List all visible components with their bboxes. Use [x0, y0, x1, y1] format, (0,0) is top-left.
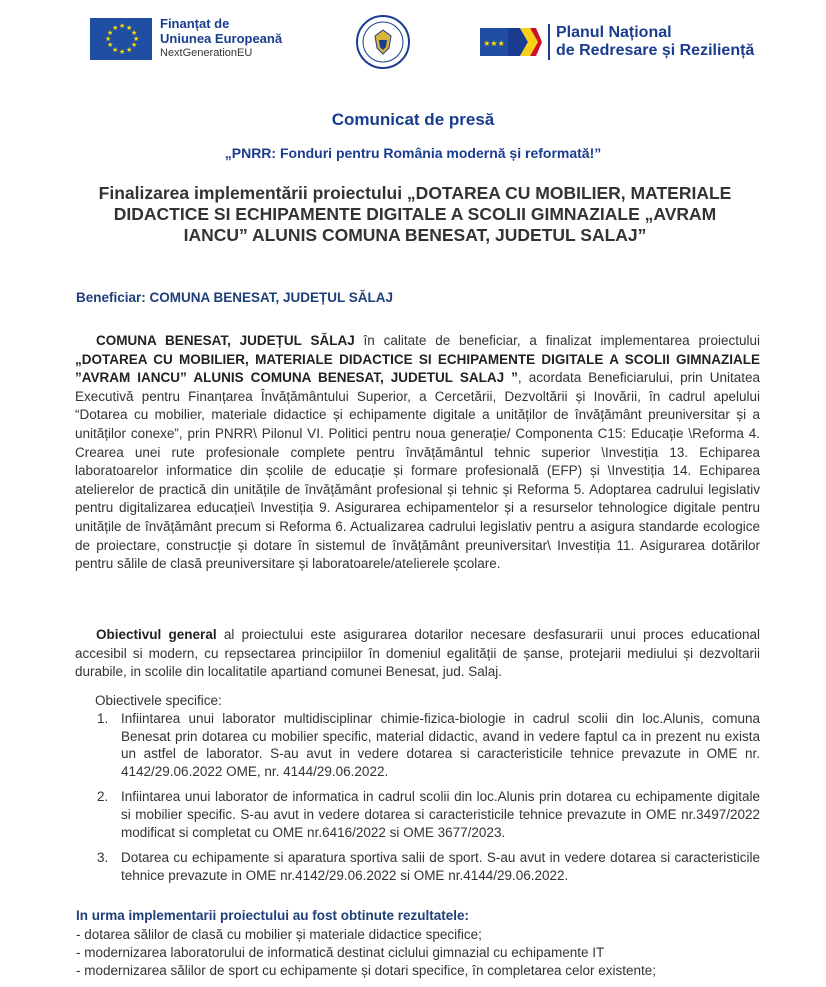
general-objective-text: al proiectului este asigurarea dotarilor necesare desfasurarii unui proces educational accesibil si modern, cu repsectarea principiilor în domeniul egalității de șanse, protejarii mediului și dezvoltarii durabile, in scolile din localitatile apartiand comunei Benesat, jud. Salaj. — [75, 627, 760, 680]
list-item — [95, 849, 760, 884]
specific-objectives-heading: Obiectivele specifice: — [95, 693, 222, 708]
intro-text-b: , acordata Beneficiarului, prin Unitatea Executivă pentru Finanțarea Învățământului Superior, a Cercetării, Dezvoltării și Inovării, în cadrul apelului “Dotarea cu mobilier, materiale didactice și echipamente digitale a unităților de învățământ preuniversitar și a unităților conexe”, prin PNRR\ Pilonul VI. Politici pentru noua generație/ Componenta C15: Educație \Reforma 4. Crearea unei rute profesionale complete pentru învățământul tehnic superior \Investiția 13. Echiparea laboratoarelor informatice din școlile de educație și formare profesională (EFP) și \Investiția 14. Echiparea atelierelor de practică din unitățile de învățământ profesional și tehnic și Reforma 5. Adoptarea cadrului legislativ pentru digitalizarea educației\ Investiția 9. Asigurarea echipamentelor și a resurselor tehnologice digitale pentru unitățile de învățământ precum si Reforma 6. Actualizarea cadrului legislativ pentru a asigura standarde ecologice de proiectare, construcție și dotare în sistemul de învățământ preuniversitar\ Investiția 11. Asigurarea dotărilor pentru sălile de clasă preuniversitare și laboratoarele/atelierele școlare. — [75, 370, 761, 572]
project-title: Finalizarea implementării proiectului „DOTAREA CU MOBILIER, MATERIALE DIDACTICE SI ECHIPAMENTE DIGITALE A SCOLII GIMNAZIALE „AVRAM IANCU” ALUNIS COMUNA BENESAT, JUDETUL SALAJ” — [98, 183, 732, 245]
intro-paragraph — [75, 332, 760, 574]
list-item-number: 2. — [97, 789, 109, 805]
list-item-text: Infiintarea unui laborator de informatica in cadrul scolii din loc.Alunis prin dotarea cu echipamente digitale si mobilier specific. S-au avut in vedere dotarea si caracteristicile tehnice prevazute in OME nr.3497/2022 modificat si completat cu OME nr.6416/2022 si OME 3677/2023. — [121, 789, 760, 840]
list-item-text: Infiintarea unui laborator multidisciplinar chimie-fizica-biologie in cadrul scolii din loc.Alunis, comuna Benesat prin dotarea cu mobilier specific, material didactic, avand in vedere faptul ca in prezent nu exista un astfel de laborator. S-au avut in vedere dotarea si caracteristicile tehnice prevazute in OME nr. 4142/29.06.2022 OME, nr. 4144/29.06.2022. — [121, 711, 760, 779]
intro-text-a: în calitate de beneficiar, a finalizat implementarea proiectului — [354, 333, 760, 348]
list-item-number: 3. — [97, 850, 109, 866]
result-item: - modernizarea laboratorului de informatică destinat ciclului gimnazial cu echipamente IT — [76, 945, 605, 960]
results-heading: In urma implementarii proiectului au fost obtinute rezultatele: — [76, 908, 470, 923]
general-objective-paragraph — [75, 626, 760, 682]
pnrr-logo-line2: de Redresare și Reziliență — [556, 42, 755, 59]
result-item: - dotarea sălilor de clasă cu mobilier și materiale didactice specifice; — [76, 927, 482, 942]
list-item — [95, 710, 760, 780]
eu-logo-line1: Finanțat de — [160, 16, 230, 31]
svg-text:★★★: ★★★ — [483, 39, 505, 48]
result-item: - modernizarea sălilor de sport cu echipamente și dotari specifice, în completarea celor existente; — [76, 963, 657, 978]
pnrr-logo-line1: Planul Național — [556, 24, 672, 41]
eu-funding-logo — [90, 16, 282, 61]
list-item-text: Dotarea cu echipamente si aparatura sportiva salii de sport. S-au avut in vedere dotarea si caracteristicile tehnice prevazute in OME nr.4142/29.06.2022 si OME nr.4144/29.06.2022. — [121, 850, 760, 883]
slogan: „PNRR: Fonduri pentru România modernă și reformată!” — [224, 145, 602, 161]
eu-flag-icon: ★ ★ ★ ★ ★ ★ ★ ★ ★ ★ ★ ★ — [90, 18, 152, 60]
beneficiary-line: Beneficiar: COMUNA BENESAT, JUDEȚUL SĂLAJ — [76, 290, 394, 305]
pnrr-flag-icon — [480, 22, 542, 62]
press-release-title: Comunicat de presă — [331, 110, 495, 129]
general-objective-bold: Obiectivul general — [96, 627, 217, 642]
romanian-government-seal-icon — [355, 14, 411, 70]
eu-logo-line2: Uniunea Europeană — [160, 31, 283, 46]
project-name-bold: „DOTAREA CU MOBILIER, MATERIALE DIDACTICE SI ECHIPAMENTE DIGITALE A SCOLII GIMNAZIALE ”AVRAM IANCU” ALUNIS COMUNA BENESAT, JUDETUL SALAJ ” — [75, 351, 760, 386]
specific-objectives-list — [95, 710, 760, 892]
results-list — [76, 926, 776, 980]
list-item — [95, 788, 760, 841]
eu-logo-line3: NextGenerationEU — [160, 47, 253, 59]
beneficiary-bold: COMUNA BENESAT, JUDEȚUL SĂLAJ — [96, 333, 355, 348]
pnrr-logo — [480, 22, 754, 62]
list-item-number: 1. — [97, 711, 109, 726]
